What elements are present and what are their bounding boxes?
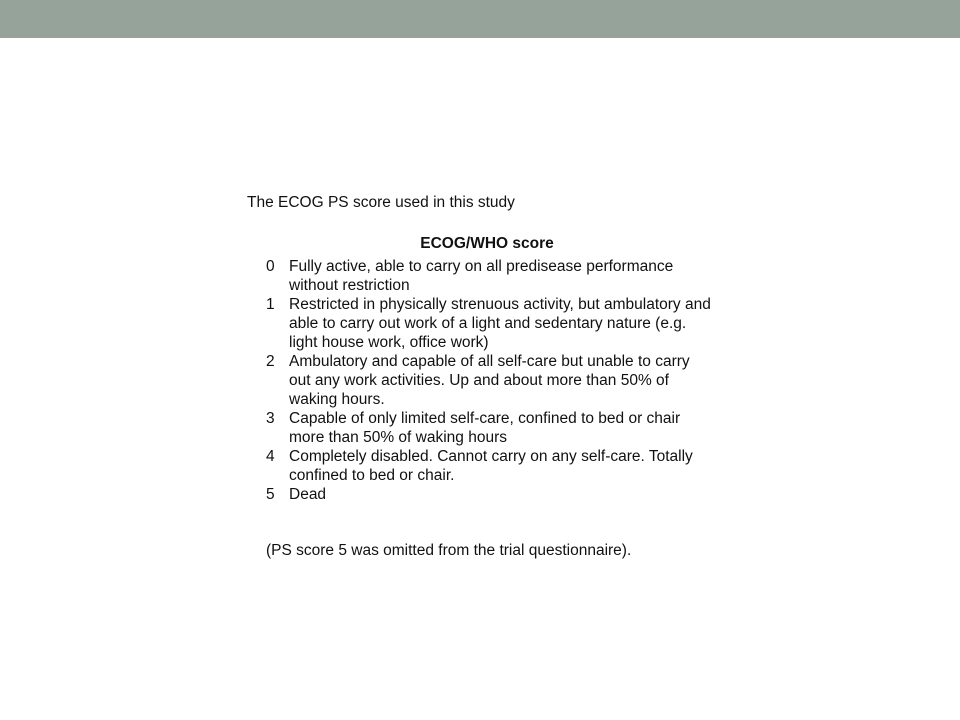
figure-caption: The ECOG PS score used in this study [247,194,515,211]
score-description [289,447,733,485]
description-line: out any work activities. Up and about more than 50% of [289,372,669,389]
description-line: waking hours. [289,391,385,408]
description-line: Restricted in physically strenuous activity, but ambulatory and [289,296,711,313]
description-line: without restriction [289,277,410,294]
score-description [289,352,733,409]
description-line: Fully active, able to carry on all predisease performance [289,258,674,275]
score-description [289,295,733,352]
score-number: 4 [266,448,275,465]
score-row-3 [247,409,747,447]
description-line: Ambulatory and capable of all self-care but unable to carry [289,353,690,370]
document-figure [247,193,747,560]
description-line: confined to bed or chair. [289,467,455,484]
footnote: (PS score 5 was omitted from the trial questionnaire). [266,542,632,559]
score-row-5 [247,485,747,504]
score-description [289,409,733,447]
score-description [289,485,733,504]
score-description [289,257,733,295]
score-number: 2 [266,353,275,370]
score-row-1 [247,295,747,352]
table-heading: ECOG/WHO score [420,235,554,252]
description-line: Completely disabled. Cannot carry on any self-care. Totally [289,448,693,465]
slide-header-bar [0,0,960,38]
score-row-4 [247,447,747,485]
description-line: more than 50% of waking hours [289,429,507,446]
score-number: 3 [266,410,275,427]
score-number: 5 [266,486,275,503]
description-line: Dead [289,486,327,503]
score-list [247,257,747,504]
score-row-0 [247,257,747,295]
score-number: 0 [266,258,275,275]
description-line: Capable of only limited self-care, confined to bed or chair [289,410,681,427]
description-line: able to carry out work of a light and sedentary nature (e.g. [289,315,687,332]
score-row-2 [247,352,747,409]
description-line: light house work, office work) [289,334,489,351]
score-number: 1 [266,296,275,313]
